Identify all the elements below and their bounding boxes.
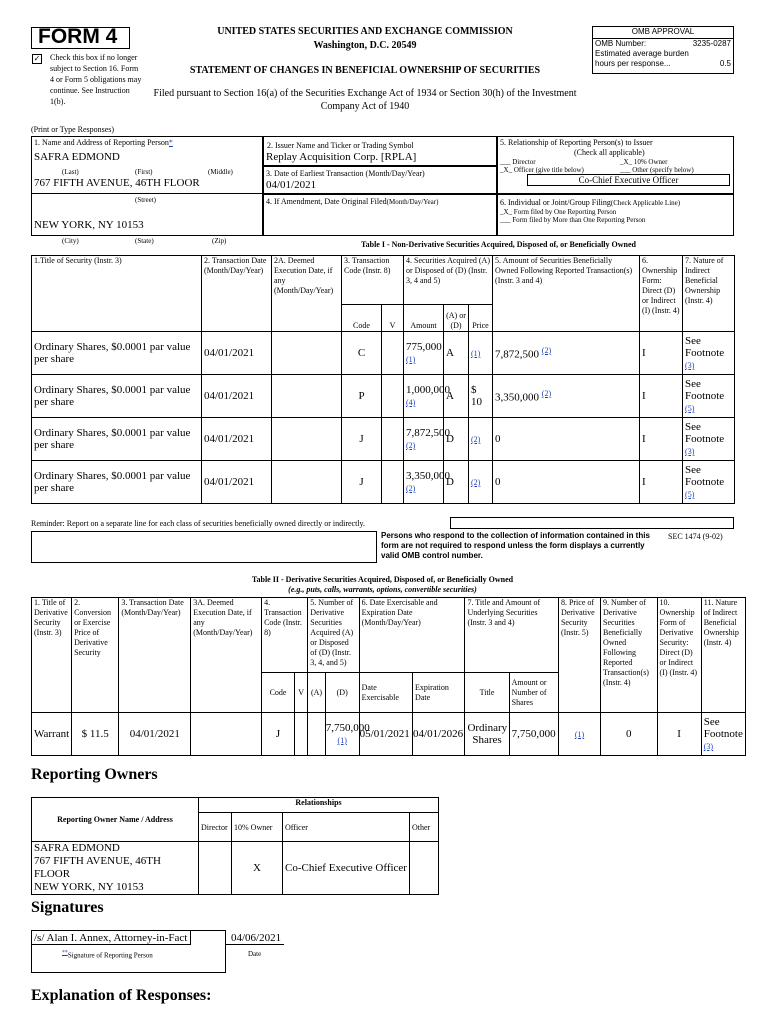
- table2-subtitle: (e.g., puts, calls, warrants, options, convertible securities): [288, 585, 477, 594]
- row-nature: See Footnote: [685, 378, 725, 402]
- sig-marks-link[interactable]: **: [62, 950, 68, 956]
- sec-code: SEC 1474 (9-02): [668, 532, 723, 541]
- t2-h4: 4. Transaction Code (Instr. 8): [262, 598, 308, 673]
- row-title: Ordinary Shares, $0.0001 par value per share: [32, 418, 202, 461]
- footnote-link[interactable]: (2): [541, 345, 552, 355]
- row-amount: 3,350,000: [406, 470, 450, 482]
- footnote-link[interactable]: (5): [685, 404, 695, 413]
- row-title: Ordinary Shares, $0.0001 par value per share: [32, 461, 202, 504]
- hours-label: hours per response...: [595, 59, 671, 68]
- t2-row-title: Warrant: [32, 713, 72, 756]
- footnote-link[interactable]: (1): [337, 736, 347, 745]
- filing-option-one[interactable]: _X_ Form filed by One Reporting Person: [500, 208, 617, 216]
- row-aord: A: [444, 332, 469, 375]
- omb-approval-box: [592, 26, 734, 74]
- first-label: (First): [135, 168, 153, 176]
- t2-sub-exercisable: Date Exercisable: [359, 673, 412, 713]
- footnote-link[interactable]: (2): [471, 478, 481, 487]
- t2-h6: 6. Date Exercisable and Expiration Date (Month/Day/Year): [359, 598, 465, 673]
- t1-sub-code: Code: [342, 305, 382, 332]
- row-owned: 3,350,000: [495, 391, 540, 404]
- issuer-name: Replay Acquisition Corp. [RPLA]: [266, 151, 417, 163]
- zip-label: (Zip): [212, 237, 227, 245]
- t2-sub-v: V: [294, 673, 307, 713]
- earliest-date: 04/01/2021: [266, 179, 317, 191]
- row-nature: See Footnote: [685, 421, 725, 445]
- sig-label: Signature of Reporting Person: [67, 951, 153, 960]
- t1-sub-price: Price: [469, 305, 493, 332]
- state-label: (State): [135, 237, 154, 245]
- date-label: Date: [248, 950, 262, 958]
- box5-sub: (Check all applicable): [574, 148, 645, 157]
- officer-option[interactable]: Officer (give title below): [513, 166, 584, 174]
- middle-label: (Middle): [208, 168, 233, 176]
- footnote-link[interactable]: (3): [685, 447, 695, 456]
- row-date: 04/01/2021: [202, 418, 272, 461]
- t2-row-expiration: 04/01/2026: [413, 713, 465, 756]
- t2-h5: 5. Number of Derivative Securities Acquired (A) or Disposed of (D) (Instr. 3, 4, and 5): [308, 598, 359, 673]
- t2-row-form: I: [657, 713, 701, 756]
- ten-pct-mark: _X_: [620, 158, 633, 166]
- owner-addr2: NEW YORK, NY 10153: [34, 881, 144, 893]
- footnote-link[interactable]: (3): [685, 361, 695, 370]
- notice-left-box: [31, 531, 377, 563]
- omb-number: 3235-0287: [692, 39, 731, 48]
- t1-h3: 3. Transaction Code (Instr. 8): [342, 256, 404, 305]
- col-relationships: Relationships: [199, 798, 439, 813]
- owner-ten-value: X: [232, 842, 283, 895]
- row-date: 04/01/2021: [202, 332, 272, 375]
- director-option[interactable]: Director: [512, 158, 536, 166]
- t2-row-under-title: Ordinary Shares: [465, 713, 509, 756]
- row-price: $ 10: [471, 384, 482, 408]
- explanation-heading: Explanation of Responses:: [31, 987, 212, 1004]
- t2-h8: 8. Price of Derivative Security (Instr. 5): [558, 598, 600, 713]
- t2-row-code: J: [262, 713, 295, 756]
- t2-h1: 1. Title of Derivative Security (Instr. 3): [32, 598, 72, 713]
- omb-title: OMB APPROVAL: [593, 27, 733, 39]
- box6-label: 6. Individual or Joint/Group Filing: [500, 198, 611, 207]
- table-row: [32, 332, 735, 375]
- t2-h3: 3. Transaction Date (Month/Day/Year): [119, 598, 191, 713]
- t2-sub-amount: Amount or Number of Shares: [509, 673, 558, 713]
- table-row: [32, 418, 735, 461]
- row-amount: 775,000: [406, 341, 442, 353]
- row-code: P: [342, 375, 382, 418]
- col-director: Director: [199, 813, 232, 842]
- owner-name: SAFRA EDMOND: [34, 842, 120, 854]
- table1-title: Table I - Non-Derivative Securities Acquired, Disposed of, or Beneficially Owned: [361, 240, 636, 249]
- footnote-link[interactable]: (2): [471, 435, 481, 444]
- row-title: Ordinary Shares, $0.0001 par value per share: [32, 375, 202, 418]
- col-other: Other: [410, 813, 439, 842]
- row-title: Ordinary Shares, $0.0001 par value per share: [32, 332, 202, 375]
- t1-sub-aord: (A) or (D): [444, 305, 469, 332]
- col-name-address: Reporting Owner Name / Address: [32, 798, 199, 842]
- t2-h9: 9. Number of Derivative Securities Beneficially Owned Following Reported Transaction(s) (Instr. 4): [601, 598, 658, 713]
- t1-h1: 1.Title of Security (Instr. 3): [32, 256, 202, 332]
- box6-sub: (Check Applicable Line): [610, 199, 681, 207]
- city-value: NEW YORK, NY 10153: [34, 219, 144, 231]
- t2-row-nature: See Footnote: [703, 716, 743, 740]
- t2-h2: 2. Conversion or Exercise Price of Derivative Security: [72, 598, 119, 713]
- owner-addr1: 767 FIFTH AVENUE, 46TH FLOOR: [34, 855, 161, 880]
- row-form: I: [640, 375, 683, 418]
- row-aord: D: [444, 461, 469, 504]
- row-amount: 7,872,500: [406, 427, 450, 439]
- t2-sub-expiration: Expiration Date: [413, 673, 465, 713]
- t2-row-under-amount: 7,750,000: [509, 713, 558, 756]
- row-date: 04/01/2021: [202, 461, 272, 504]
- signatures-heading: Signatures: [31, 899, 104, 916]
- officer-title: Co-Chief Executive Officer: [527, 174, 730, 186]
- footnote-link[interactable]: (3): [703, 742, 714, 751]
- other-option[interactable]: Other (specify below): [632, 166, 694, 174]
- t2-sub-a: (A): [308, 673, 325, 713]
- footnote-link[interactable]: (1): [574, 730, 585, 739]
- t2-sub-title: Title: [465, 673, 509, 713]
- box2-label: 2. Issuer Name and Ticker or Trading Symbol: [267, 141, 414, 150]
- table-row: [32, 713, 746, 756]
- t2-h11: 11. Nature of Indirect Beneficial Ownership (Instr. 4): [701, 598, 745, 713]
- table1-non-derivative: [31, 255, 735, 504]
- checkbox-text: Check this box if no longer subject to Section 16. Form 4 or Form 5 obligations may continue. See Instruction 1(b).: [50, 53, 142, 106]
- t2-h3a: 3A. Deemed Execution Date, if any (Month/Day/Year): [191, 598, 262, 713]
- street-value: 767 FIFTH AVENUE, 46TH FLOOR: [34, 177, 200, 189]
- t1-sub-amount: Amount: [404, 305, 444, 332]
- t2-row-owned: 0: [601, 713, 658, 756]
- reminder-text: Reminder: Report on a separate line for each class of securities beneficially owned directly or indirectly.: [31, 519, 366, 528]
- box4-label: 4. If Amendment, Date Original Filed: [266, 197, 387, 206]
- agency-name: UNITED STATES SECURITIES AND EXCHANGE COMMISSION: [217, 26, 513, 37]
- omb-number-label: OMB Number:: [595, 39, 647, 48]
- row-owned: 0: [495, 433, 501, 445]
- row-owned: 0: [495, 476, 501, 488]
- form-label: FORM 4: [38, 25, 118, 48]
- reporting-owners-heading: Reporting Owners: [31, 766, 158, 783]
- t1-h4: 4. Securities Acquired (A) or Disposed of (D) (Instr. 3, 4 and 5): [404, 256, 493, 305]
- row-code: J: [342, 461, 382, 504]
- table2-derivative: [31, 597, 746, 756]
- footnote-link[interactable]: (2): [406, 484, 416, 493]
- col-officer: Officer: [283, 813, 410, 842]
- t2-sub-d: (D): [325, 673, 359, 713]
- persons-notice: Persons who respond to the collection of information contained in this form are not required to respond unless the form displays a currently valid OMB control number.: [381, 531, 650, 560]
- table2-title: Table II - Derivative Securities Acquired, Disposed of, or Beneficially Owned: [251, 575, 514, 584]
- footnote-link[interactable]: (1): [471, 349, 481, 358]
- row-amount: 1,000,000: [406, 384, 450, 396]
- hours-value: 0.5: [719, 59, 731, 68]
- t1-h5: 5. Amount of Securities Beneficially Owned Following Reported Transaction(s) (Instr. 3 and 4): [493, 256, 640, 332]
- burden-label: Estimated average burden: [595, 49, 689, 58]
- last-label: (Last): [62, 168, 79, 176]
- reporting-owners-table: [31, 797, 439, 895]
- t1-h2: 2. Transaction Date (Month/Day/Year): [202, 256, 272, 332]
- footnote-link[interactable]: (4): [406, 398, 416, 407]
- box1-label: 1. Name and Address of Reporting Person: [34, 138, 169, 147]
- reporting-person-name: SAFRA EDMOND: [34, 151, 120, 163]
- row-date: 04/01/2021: [202, 375, 272, 418]
- row-aord: A: [444, 375, 469, 418]
- street-label: (Street): [135, 196, 156, 204]
- print-type: (Print or Type Responses): [31, 125, 115, 134]
- agency-city: Washington, D.C. 20549: [313, 40, 417, 51]
- col-ten-owner: 10% Owner: [232, 813, 283, 842]
- row-aord: D: [444, 418, 469, 461]
- t1-h6: 6. Ownership Form: Direct (D) or Indirect (I) (Instr. 4): [640, 256, 683, 332]
- ten-pct-option[interactable]: 10% Owner: [633, 158, 668, 166]
- footnote-link[interactable]: (5): [685, 490, 695, 499]
- row-code: C: [342, 332, 382, 375]
- row-form: I: [640, 418, 683, 461]
- no-longer-subject-checkbox[interactable]: ✓: [33, 54, 41, 63]
- t2-sub-code: Code: [262, 673, 295, 713]
- owner-officer-value: Co-Chief Executive Officer: [283, 842, 410, 895]
- row-code: J: [342, 418, 382, 461]
- row-form: I: [640, 461, 683, 504]
- footnote-link[interactable]: (2): [541, 388, 552, 398]
- filed-pursuant: Filed pursuant to Section 16(a) of the Securities Exchange Act of 1934 or Section 30(h) of the Investment Company Act of 1940: [153, 88, 577, 112]
- t2-row-date: 04/01/2021: [119, 713, 191, 756]
- row-nature: See Footnote: [685, 464, 725, 488]
- row-form: I: [640, 332, 683, 375]
- t2-row-exercisable: 05/01/2021: [359, 713, 412, 756]
- box3-label: 3. Date of Earliest Transaction (Month/Day/Year): [266, 169, 425, 178]
- footnote-link[interactable]: (1): [406, 355, 416, 364]
- city-label: (City): [62, 237, 79, 245]
- t2-h7: 7. Title and Amount of Underlying Securities (Instr. 3 and 4): [465, 598, 558, 673]
- t2-row-price: $ 11.5: [72, 713, 119, 756]
- asterisk-link[interactable]: *: [168, 138, 173, 147]
- statement-title: STATEMENT OF CHANGES IN BENEFICIAL OWNERSHIP OF SECURITIES: [189, 65, 541, 76]
- signature-date: 04/06/2021: [231, 932, 282, 944]
- t2-h10: 10. Ownership Form of Derivative Security: Direct (D) or Indirect (I) (Instr. 4): [657, 598, 701, 713]
- officer-mark: X: [503, 166, 509, 174]
- filing-option-more[interactable]: ___ Form filed by More than One Reporting Person: [500, 216, 646, 224]
- box5-label: 5. Relationship of Reporting Person(s) to Issuer: [500, 138, 653, 147]
- t1-h2a: 2A. Deemed Execution Date, if any (Month/Day/Year): [272, 256, 342, 332]
- footnote-link[interactable]: (2): [406, 441, 416, 450]
- t1-sub-v: V: [382, 305, 404, 332]
- table-row: [32, 842, 439, 895]
- table-row: [32, 461, 735, 504]
- reminder-box: [450, 517, 734, 529]
- row-nature: See Footnote: [685, 335, 725, 359]
- signer-name: /s/ Alan I. Annex, Attorney-in-Fact: [34, 932, 188, 944]
- t2-row-a: 7,750,000: [325, 722, 370, 734]
- t1-h7: 7. Nature of Indirect Beneficial Ownership (Instr. 4): [683, 256, 735, 332]
- table-row: [32, 375, 735, 418]
- row-owned: 7,872,500: [495, 348, 540, 361]
- box4-sub: (Month/Day/Year): [386, 198, 439, 206]
